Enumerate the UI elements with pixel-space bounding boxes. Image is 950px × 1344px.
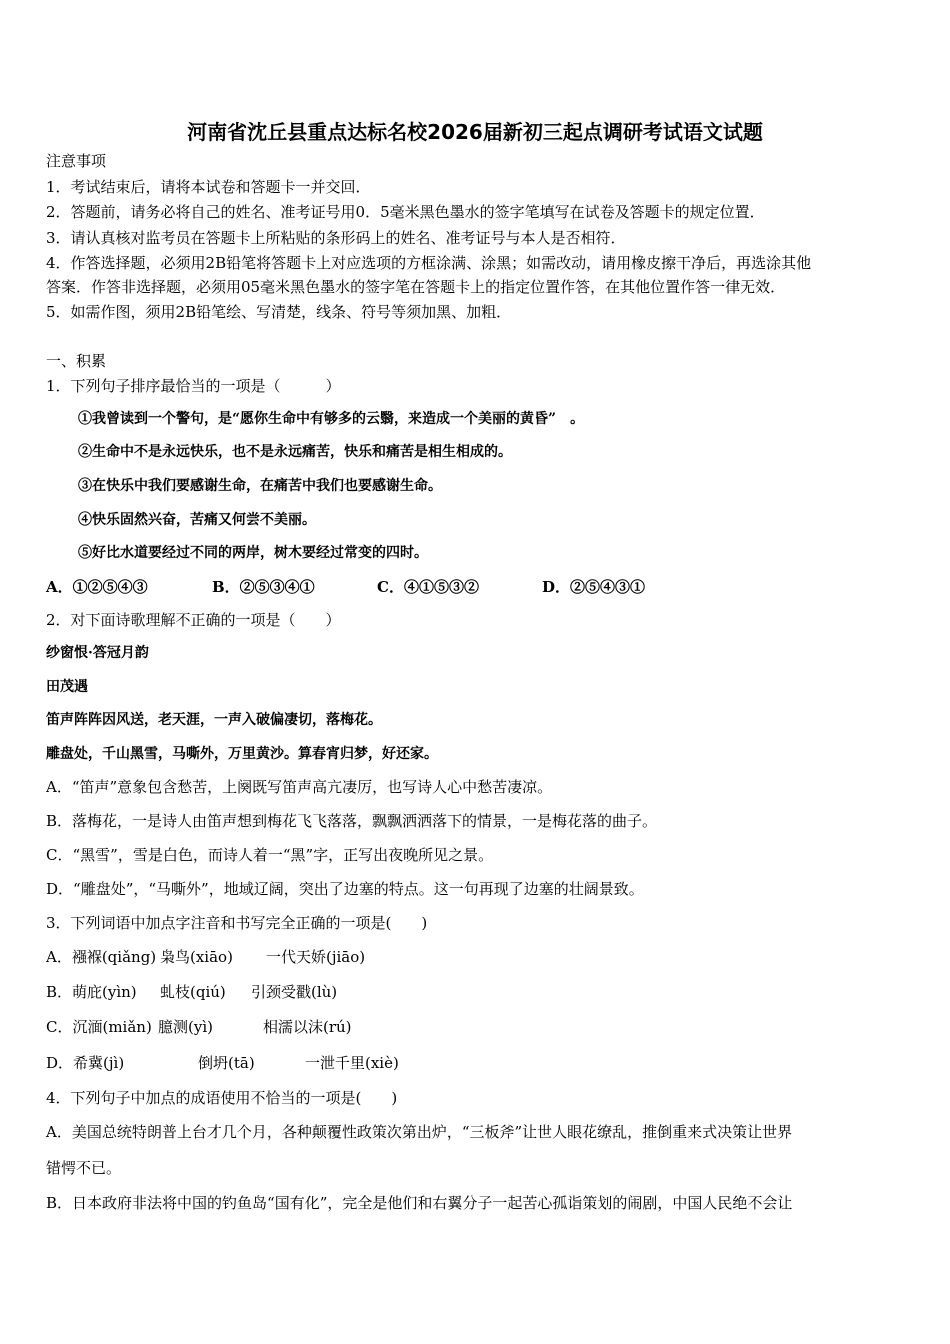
q1-option-a: A．①②⑤④③ [46,578,148,596]
q3-word: B．萌庇(yìn) [46,983,137,1001]
notice-item: 4．作答选择题，必须用2B铅笔将答题卡上对应选项的方框涂满、涂黑；如需改动，请用橡皮擦干净后，再选涂其他 [46,254,812,272]
q4-option-a-cont: 错愕不已。 [46,1159,122,1177]
q3-word: 臆测(yì) [158,1018,213,1036]
q3-word: 一代天娇(jiāo) [266,948,366,966]
q2-option-c: C．“黑雪”，雪是白色，而诗人着一“黑”字，正写出夜晚所见之景。 [46,846,494,864]
poem-title: 纱窗恨·答冠月韵 [46,645,149,661]
q3-word: 引颈受戳(lù) [251,983,338,1001]
question-4-stem: 4．下列句子中加点的成语使用不恰当的一项是( ) [46,1089,398,1107]
q1-option-d: D．②⑤④③① [542,578,646,596]
q2-option-a: A．“笛声”意象包含愁苦，上阕既写笛声高亢凄厉，也写诗人心中愁苦凄凉。 [46,778,553,796]
question-3-stem: 3．下列词语中加点字注音和书写完全正确的一项是( ) [46,914,428,932]
q2-option-b: B．落梅花，一是诗人由笛声想到梅花飞飞落落，飘飘洒洒落下的情景，一是梅花落的曲子。 [46,812,658,830]
q3-word: A．襁褓(qiǎng) [46,948,157,966]
question-2-stem: 2．对下面诗歌理解不正确的一项是（ ） [46,611,341,629]
q1-sentence: ⑤好比水道要经过不同的两岸，树木要经过常变的四时。 [78,545,428,561]
q3-word: D．希冀(jì) [46,1054,125,1072]
q3-word: 一泄千里(xiè) [305,1054,399,1072]
poem-line: 雕盘处，千山黑雪，马嘶外，万里黄沙。算春宵归梦，好还家。 [46,746,438,762]
notice-item: 3．请认真核对监考员在答题卡上所粘贴的条形码上的姓名、准考证号与本人是否相符． [46,229,626,247]
q1-sentence: ②生命中不是永远快乐，也不是永远痛苦，快乐和痛苦是相生相成的。 [78,444,512,460]
q4-option-b: B．日本政府非法将中国的钓鱼岛“国有化”，完全是他们和右翼分子一起苦心孤诣策划的闹剧，中国人民绝不会让 [46,1194,793,1212]
q3-word: 枭鸟(xiāo) [160,948,233,966]
notice-item: 5．如需作图，须用2B铅笔绘、写清楚，线条、符号等须加黑、加粗． [46,303,512,321]
notice-item: 2．答题前，请务必将自己的姓名、准考证号用0．5毫米黑色墨水的签字笔填写在试卷及答题卡的规定位置． [46,203,765,221]
poem-line: 笛声阵阵因风送，老天涯，一声入破偏凄切，落梅花。 [46,712,382,728]
poem-author: 田茂遇 [46,679,88,695]
notice-heading: 注意事项 [46,152,107,170]
q1-sentence: ③在快乐中我们要感谢生命，在痛苦中我们也要感谢生命。 [78,478,442,494]
section-heading: 一、积累 [46,352,107,370]
q3-word: 相濡以沫(rú) [263,1018,352,1036]
notice-item: 答案．作答非选择题，必须用05毫米黑色墨水的签字笔在答题卡上的指定位置作答，在其他位置作答一律无效． [46,278,786,296]
notice-item: 1．考试结束后，请将本试卷和答题卡一并交回． [46,178,371,196]
document-title: 河南省沈丘县重点达标名校2026届新初三起点调研考试语文试题 [187,120,763,144]
question-1-stem: 1．下列句子排序最恰当的一项是（ ） [46,377,341,395]
q2-option-d: D．“雕盘处”，“马嘶外”，地域辽阔，突出了边塞的特点。这一句再现了边塞的壮阔景致。 [46,880,644,898]
q1-sentence: ④快乐固然兴奋，苦痛又何尝不美丽。 [78,512,316,528]
q3-word: 倒坍(tā) [198,1054,255,1072]
q1-option-b: B．②⑤③④① [212,578,315,596]
q1-option-c: C．④①⑤③② [377,578,479,596]
q1-sentence: ①我曾读到一个警句，是“愿你生命中有够多的云翳，来造成一个美丽的黄昏” 。 [78,411,585,427]
q3-word: C．沉湎(miǎn) [46,1018,152,1036]
q3-word: 虬枝(qiú) [160,983,226,1001]
q4-option-a: A．美国总统特朗普上台才几个月，各种颠覆性政策次第出炉，“三板斧”让世人眼花缭乱，推倒重来式决策让世界 [46,1123,793,1141]
